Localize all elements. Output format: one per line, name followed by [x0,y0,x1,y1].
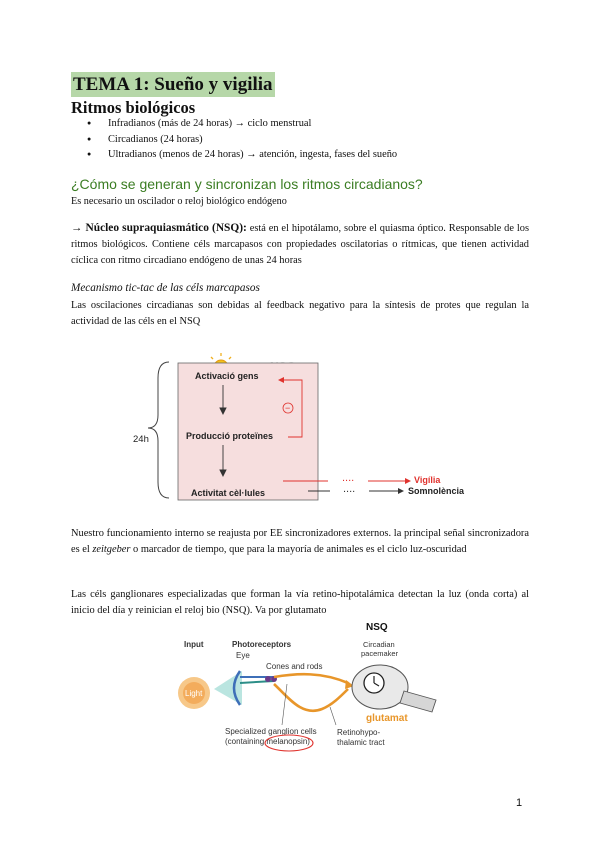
nsq-lead: → Núcleo supraquiasmático (NSQ): [71,222,247,234]
sleepiness-dots: .... [343,483,356,495]
input-label: Input [184,640,204,649]
resync-text-2: o marcador de tiempo, que para la mayoría de animales es el ciclo luz-oscuridad [130,544,467,555]
pacemaker-label-1: Circadian [363,640,395,649]
nsq-body: está en el hipotálamo, sobre el quiasma óptico. Responsable de los ritmos biológicos. Contiene céls marcapasos con propiedades oscilatorias o rítmicas, que tienen actividad cíclica con ritmo circadiano endógeno de unas 24 horas [71,223,529,266]
wake-dots: .... [342,472,355,484]
brain-icon [352,665,436,712]
zeitgeber-term: zeitgeber [92,544,131,555]
ganglion-cells-label-1: Specialized ganglion cells [225,727,317,736]
photoreceptors-label: Photoreceptors [232,640,292,649]
list-item: ● Ultradianos (menos de 24 horas) → atención, ingesta, fases del sueño [70,147,397,163]
mechanism-text: Las oscilaciones circadianas son debidas al feedback negativo para la síntesis de protes que regulan la actividad de las céls en el NSQ [71,300,529,327]
rhythm-types-list [70,116,397,163]
section-heading-rhythms: Ritmos biológicos [71,98,196,117]
wake-label: Vigília [414,475,441,485]
period-brace [148,362,169,498]
resync-text-1: Nuestro funcionamiento interno se reajusta por EE sincronizadores externos. la principal señal sincronizadora es el [71,528,529,555]
rht-pathway-upper [274,674,348,683]
period-label: 24h [133,434,149,445]
retina-cell [265,676,271,682]
light-label: Light [185,689,203,698]
list-item: ● Circadianos (24 horas) [70,132,397,148]
ganglion-paragraph: Las céls ganglionares especializadas que forman la vía retino-hipotalámica detectan la luz (onda corta) al inicio del día y reinician el reloj bio (NSQ). Va por glutamato [71,589,529,616]
section-intro-text: Es necesario un oscilador o reloj biológico endógeno [71,196,287,207]
rht-tract-label-1: Retinohypo- [337,728,381,737]
retinohypothalamic-diagram [170,617,450,755]
step-gene-activation: Activació gens [195,371,259,381]
eye-label: Eye [236,651,250,660]
ganglion-cells-label-2: (containing melanopsin) [225,737,310,746]
nsq-paragraph [71,220,529,269]
page-number: 1 [516,797,523,809]
clock-icon [364,673,384,693]
nsq-label: NSQ [366,622,388,633]
step-protein-production: Producció proteïnes [186,431,274,441]
page-title: TEMA 1: Sueño y vigilia [73,74,273,95]
inhibition-sign: − [285,403,291,413]
glutamate-label: glutamat [366,713,408,724]
resync-paragraph [71,526,529,558]
pacemaker-label-2: pacemaker [361,649,399,658]
nsq-feedback-diagram [125,350,475,510]
section-question-heading: ¿Cómo se generan y sincronizan los ritmos circadianos? [71,176,423,192]
list-item: ● Infradianos (más de 24 horas) → ciclo menstrual [70,116,397,132]
sleepiness-label: Somnolència [408,486,465,496]
step-cell-activity: Activitat cèl·lules [191,488,266,498]
cones-rods-label: Cones and rods [266,662,323,671]
mechanism-heading: Mecanismo tic-tac de las céls marcapasos [71,282,260,294]
rht-tract-label-2: thalamic tract [337,738,385,747]
